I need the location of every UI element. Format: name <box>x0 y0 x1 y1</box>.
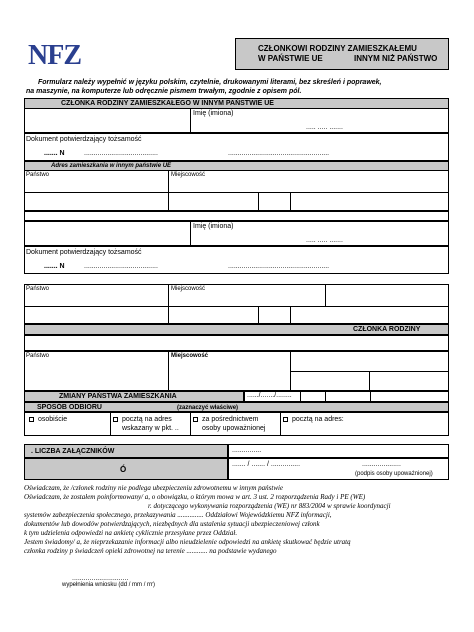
pickup-proxy-checkbox[interactable] <box>193 417 198 422</box>
attachments-sig-dots: .................... <box>362 461 401 468</box>
family-heading <box>24 324 449 335</box>
declaration-line7: Jestem świadomy/ a, że nieprzekazanie informacji albo nieudzielenie odpowiedzi na ankietę skutkować będzie utratą <box>24 538 351 546</box>
pickup-mail-checkbox[interactable] <box>113 417 118 422</box>
pickup-mail-label-a: pocztą na adres <box>122 416 172 423</box>
declaration-line3: r. dotyczącego wykonywania rozporządzenia (WE) nr 883/2004 w sprawie koordynacji <box>148 502 391 510</box>
person2-city-label: Miejscowość <box>171 286 206 292</box>
person2-id-extra-dots: .................................................... <box>228 263 330 270</box>
changes-heading-text: ZMIANY PAŃSTWA ZAMIESZKANIA <box>59 393 177 400</box>
family-row1[interactable] <box>24 335 449 351</box>
attachments-o-label: Ó <box>120 465 127 474</box>
fill-date-dots[interactable]: ............................. <box>72 575 129 582</box>
person2-address-row[interactable] <box>24 284 449 324</box>
declaration-line5: dokumentów lub dowodów potwierdzających, niezbędnych dla ustalenia sytuacji ubezpieczeniowej członk <box>24 520 320 528</box>
changes-heading <box>24 391 244 402</box>
id-number-dots: ...................................... <box>84 150 158 157</box>
address-row[interactable] <box>24 170 449 211</box>
person2-id-n-prefix: ....... N <box>44 263 65 270</box>
address-heading-text: Adres zamieszkania w innym państwie UE <box>51 163 172 169</box>
member-name-row[interactable] <box>24 108 449 133</box>
id-extra-dots: .................................................... <box>228 150 330 157</box>
pickup-proxy-label-a: za pośrednictwem <box>202 416 259 423</box>
pickup-heading-text: SPOSÓB ODBIORU <box>37 404 102 411</box>
declaration-line6: k tym udzielenia odpowiedzi na ankietę cyklicznie przesyłane przez Oddział. <box>24 529 238 537</box>
address-extra-row[interactable] <box>24 211 449 221</box>
pickup-personal-checkbox[interactable] <box>29 417 34 422</box>
instructions-line1: Formularz należy wypełnić w języku polskim, czytelnie, drukowanymi literami, bez skreśleń i poprawek, <box>38 79 382 86</box>
pickup-address-checkbox[interactable] <box>283 417 288 422</box>
first-name-dots: ..... ..... ....... <box>306 124 343 131</box>
family-city-label: Miejscowość <box>171 353 209 359</box>
declaration-line1: Oświadczam, że /członek rodziny nie podlega ubezpieczeniu zdrowotnemu w innym państwie <box>24 484 284 492</box>
pickup-heading <box>24 402 449 412</box>
nfz-logo <box>26 40 88 74</box>
changes-date: ....../......./........ <box>247 392 292 399</box>
logo-text: NFZ <box>28 40 81 71</box>
attachments-count-dots: ............... <box>232 447 262 454</box>
person2-id-dots: ...................................... <box>84 263 158 270</box>
pickup-personal-label: osobiście <box>38 416 68 423</box>
attachments-heading <box>24 444 228 458</box>
pickup-proxy-label-b: osoby upoważnionej <box>202 425 266 432</box>
id-doc-label: Dokument potwierdzający tożsamość <box>26 136 142 143</box>
first-name-label: Imię (imiona) <box>193 110 234 117</box>
person2-first-name-label: Imię (imiona) <box>193 223 234 230</box>
attachments-date-line: ....... / ....... / ............... <box>232 461 301 468</box>
declaration-line8: członka rodziny p świadczeń opieki zdrowotnej na terenie ............ na podstawie wydanego <box>24 547 277 555</box>
country-label: Państwo <box>26 172 50 178</box>
person2-id-doc-label: Dokument potwierdzający tożsamość <box>26 249 142 256</box>
person2-country-label: Państwo <box>26 286 50 292</box>
attachments-heading-text: . LICZBA ZAŁĄCZNIKÓW <box>31 448 115 455</box>
declaration-line2: Oświadczam, że zostałem poinformowany/ a, o obowiązku, o którym mowa w art. 3 ust. 2 rozporządzenia Rady i PE (WE) <box>24 493 366 501</box>
form-title-line2a: W PAŃSTWIE UE <box>258 54 323 63</box>
person2-name-row[interactable] <box>24 221 449 246</box>
form-title-box <box>235 38 449 70</box>
family-heading-text: CZŁONKA RODZINY <box>353 326 421 333</box>
pickup-hint: (zaznaczyć właściwe) <box>177 405 239 411</box>
instructions-line2: na maszynie, na komputerze lub odręcznie pismem trwałym, zgodnie z opisem pól. <box>26 88 302 95</box>
member-heading-text: CZŁONKA RODZINY ZAMIESZKAŁEGO W INNYM PAŃSTWIE UE <box>61 100 274 107</box>
declaration-line4: systemów zabezpieczenia społecznego, przekazywania ............... Oddziałowi Wojewódzkiemu NFZ informacji, <box>24 511 332 519</box>
city-label: Miejscowość <box>171 172 206 178</box>
signature-caption: (podpis osoby upoważnionej) <box>355 471 433 477</box>
attachments-o-box <box>24 458 228 480</box>
person2-name-dots: ..... ..... ....... <box>306 237 343 244</box>
id-n-prefix: ....... N <box>44 150 65 157</box>
fill-date-caption: wypełnienia wniosku (dd / mm / rrr) <box>62 582 156 588</box>
form-title-line2b: INNYM NIŻ PAŃSTWO <box>354 54 438 63</box>
pickup-address-label: pocztą na adres: <box>292 416 344 423</box>
family-country-label: Państwo <box>26 353 50 359</box>
pickup-mail-label-b: wskazany w pkt. .. <box>122 425 179 432</box>
form-title-line1: CZŁONKOWI RODZINY ZAMIESZKAŁEMU <box>258 44 417 53</box>
